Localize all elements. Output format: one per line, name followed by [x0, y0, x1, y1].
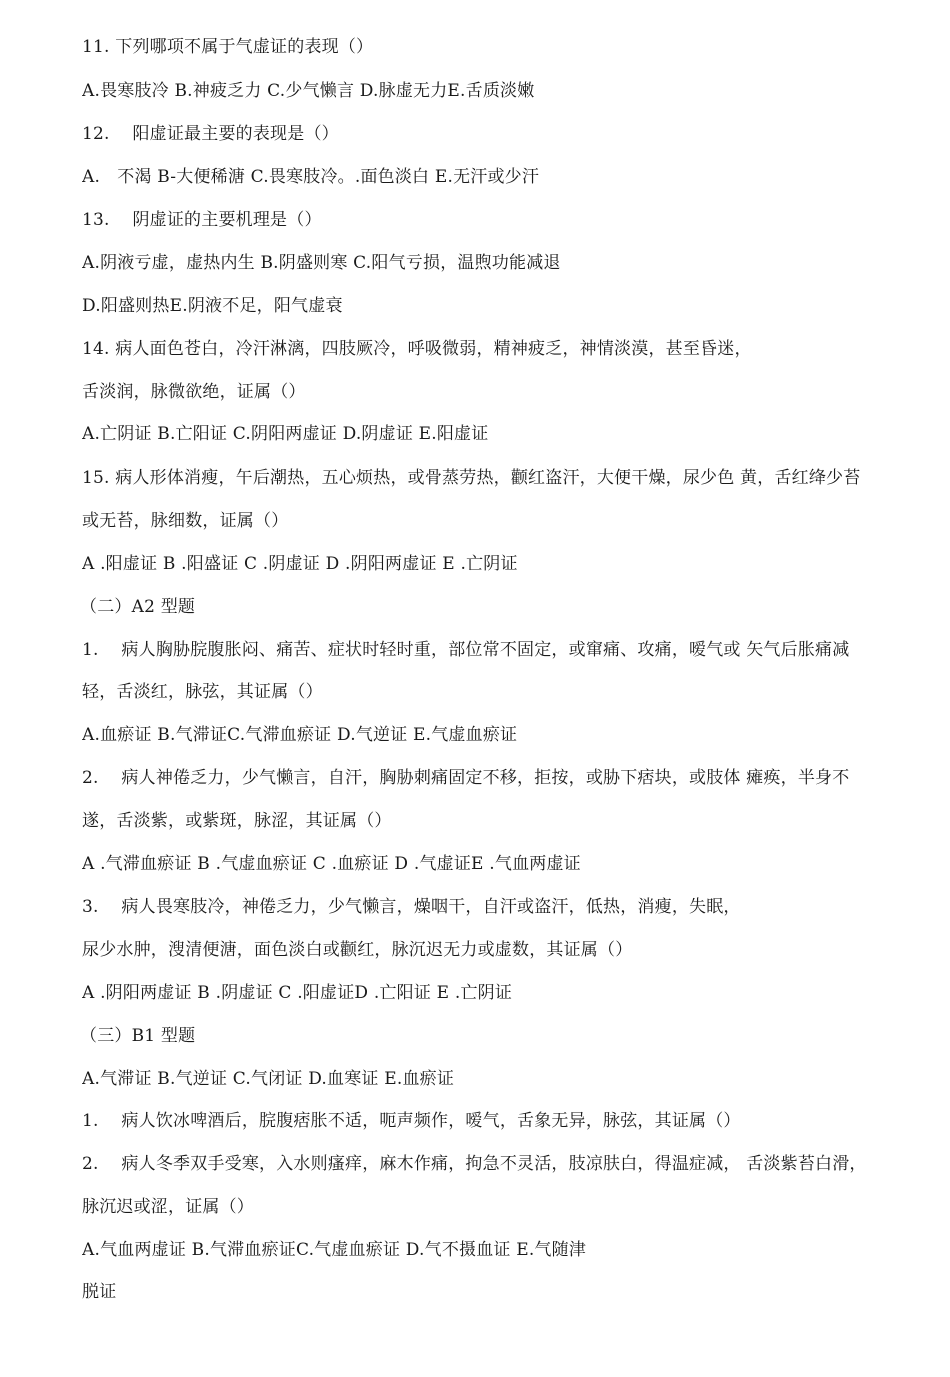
a2-question-1-stem-1: 1. 病人胸胁脘腹胀闷、痛苦、症状时轻时重，部位常不固定，或窜痛、攻痛，嗳气或 矢气后胀痛减: [82, 640, 850, 660]
question-11-stem: 11. 下列哪项不属于气虚证的表现（）: [82, 37, 374, 57]
question-11-options: A.畏寒肢冷 B.神疲乏力 C.少气懒言 D.脉虚无力E.舌质淡嫩: [82, 81, 535, 101]
question-12-stem: 12. 阳虚证最主要的表现是（）: [82, 124, 339, 144]
question-14-stem-2: 舌淡润，脉微欲绝，证属（）: [82, 382, 306, 402]
section-b1-heading: （三）B1 型题: [80, 1026, 196, 1046]
b1-shared-options-2-continued: 脱证: [82, 1282, 117, 1302]
a2-question-2-stem-1: 2. 病人神倦乏力，少气懒言，自汗，胸胁刺痛固定不移，拒按，或胁下痞块，或肢体 瘫痪，半身不: [82, 768, 850, 788]
question-13-options-1: A.阴液亏虚，虚热内生 B.阴盛则寒 C.阳气亏损，温煦功能减退: [82, 253, 561, 273]
b1-question-2-stem-1: 2. 病人冬季双手受寒，入水则瘙痒，麻木作痛，拘急不灵活，肢凉肤白，得温症减， 舌淡紫苔白滑，: [82, 1154, 867, 1174]
question-15-stem-1: 15. 病人形体消瘦，午后潮热，五心烦热，或骨蒸劳热，颧红盗汗，大便干燥，尿少色 黄，舌红绛少苔: [82, 468, 861, 488]
question-12-options: A. 不渴 B-大便稀溏 C.畏寒肢冷。.面色淡白 E.无汗或少汗: [82, 167, 540, 187]
b1-question-2-stem-2: 脉沉迟或涩，证属（）: [82, 1197, 254, 1217]
a2-question-2-stem-2: 遂，舌淡紫，或紫斑，脉涩，其证属（）: [82, 811, 392, 831]
a2-question-1-options: A.血瘀证 B.气滞证C.气滞血瘀证 D.气逆证 E.气虚血瘀证: [82, 725, 518, 745]
b1-shared-options-2: A.气血两虚证 B.气滞血瘀证C.气虚血瘀证 D.气不摄血证 E.气随津: [82, 1240, 587, 1260]
section-a2-heading: （二）A2 型题: [80, 597, 196, 617]
question-13-stem: 13. 阴虚证的主要机理是（）: [82, 210, 322, 230]
a2-question-3-stem-2: 尿少水肿，溲清便溏，面色淡白或颧红，脉沉迟无力或虚数，其证属（）: [82, 940, 633, 960]
a2-question-2-options: A .气滞血瘀证 B .气虚血瘀证 C .血瘀证 D .气虚证E .气血两虚证: [82, 854, 581, 874]
a2-question-3-stem-1: 3. 病人畏寒肢冷，神倦乏力，少气懒言，燥咽干，自汗或盗汗，低热，消瘦，失眠，: [82, 897, 741, 917]
b1-shared-options-1: A.气滞证 B.气逆证 C.气闭证 D.血寒证 E.血瘀证: [82, 1069, 455, 1089]
question-13-options-2: D.阳盛则热E.阴液不足，阳气虚衰: [82, 296, 343, 316]
a2-question-1-stem-2: 轻，舌淡红，脉弦，其证属（）: [82, 682, 323, 702]
question-14-options: A.亡阴证 B.亡阳证 C.阴阳两虚证 D.阴虚证 E.阳虚证: [82, 424, 489, 444]
a2-question-3-options: A .阴阳两虚证 B .阴虚证 C .阳虚证D .亡阳证 E .亡阴证: [82, 983, 513, 1003]
question-15-stem-2: 或无苔，脉细数，证属（）: [82, 511, 289, 531]
question-14-stem-1: 14. 病人面色苍白，冷汗淋漓，四肢厥冷，呼吸微弱，精神疲乏，神情淡漠，甚至昏迷，: [82, 339, 752, 359]
question-15-options: A .阳虚证 B .阳盛证 C .阴虚证 D .阴阳两虚证 E .亡阴证: [82, 554, 518, 574]
b1-question-1-stem: 1. 病人饮冰啤酒后，脘腹痞胀不适，呃声频作，嗳气，舌象无异，脉弦，其证属（）: [82, 1111, 741, 1131]
